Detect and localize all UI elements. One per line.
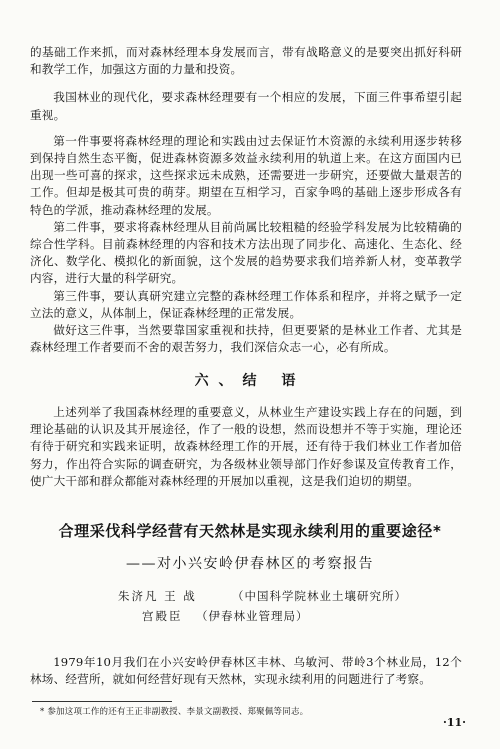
- continued-paragraph: 的基础工作来抓，而对森林经理本身发展而言，带有战略意义的是要突出抓好科研和教学工作，加强这方面的力量和投资。: [30, 45, 462, 77]
- article-title: 合理采伐科学经营有天然林是实现永续利用的重要途径*: [58, 522, 442, 540]
- paragraph-fourth-task: 做好这三件事，当然要靠国家重视和扶持，但更要紧的是林业工作者、尤其是森林经理工作者要而不舍的艰苦努力，我们深信众志一心，必有所成。: [30, 323, 462, 355]
- footnote-divider: [32, 701, 172, 702]
- author-names-2: 宫殿臣: [142, 609, 183, 623]
- article-subtitle: ——对小兴安岭伊春林区的考察报告: [126, 556, 374, 572]
- paragraph-third-task: 第三件事，要认真研究建立完整的森林经理工作体系和程序，并将之赋予一定立法的意义，从体制上，保证森林经理的正常发展。: [30, 288, 462, 320]
- footnote: * 参加这项工作的还有王正非副教授、李景文副教授、郑聚佩等同志。: [40, 707, 309, 717]
- paragraph-second-task: 第二件事，要求将森林经理从目前尚属比较粗糙的经验学科发展为比较精确的综合性学科。目前森林经理的内容和技术方法出现了同步化、高速化、生态化、经济化、数学化、模拟化的新面貌，这个发展的趋势要求我们培养新人材，变革教学内容，进行大量的科学研究。: [30, 219, 462, 286]
- paragraph-conclusion: 上述列举了我国森林经理的重要意义，从林业生产建设实践上存在的问题，到理论基础的认识及其开展途径，作了一般的设想，然而设想并不等于实施，理论还有待于研究和实践来证明，故森林经理工作的开展，还有待于我们林业工作者加倍努力，作出符合实际的调查研究，为各级林业领导部门作好参谋及宣传教育工作，使广大干部和群众都能对森林经理的开展加以重视，这是我们迫切的期望。: [30, 405, 462, 488]
- author-names-1: 朱济凡 王 战: [118, 589, 197, 603]
- paragraph-first-task: 第一件事要将森林经理的理论和实践由过去保证竹木资源的永续利用逐步转移到保持自然生态平衡，促进森林资源多效益永续利用的轨道上来。在这方面国内已出现一些可喜的探求，这些探求远未成熟，还需要进一步研究，还要做大量艰苦的工作。但却是极其可贵的萌芽。期望在互相学习，百家争鸣的基础上逐步形成各有特色的学派，推动森林经理的发展。: [30, 133, 462, 217]
- paragraph-modernization: 我国林业的现代化，要求森林经理要有一个相应的发展，下面三件事希望引起重视。: [30, 90, 462, 122]
- paragraph-intro: 1979年10月我们在小兴安岭伊春林区丰林、乌敏河、带岭3个林业局，12个林场、经营所，就如何经营好现有天然林，实现永续利用的问题进行了考察。: [30, 655, 462, 687]
- section-heading-conclusion: 六、结 语: [194, 373, 306, 389]
- body-text-intro: [30, 654, 462, 688]
- author-affiliation-1: （中国科学院林业土壤研究所）: [232, 589, 407, 603]
- body-text-conclusion: [30, 404, 462, 490]
- author-affiliation-2: （伊春林业管理局）: [196, 609, 309, 623]
- page-number: ·11·: [443, 716, 466, 729]
- body-text-upper: [30, 44, 462, 356]
